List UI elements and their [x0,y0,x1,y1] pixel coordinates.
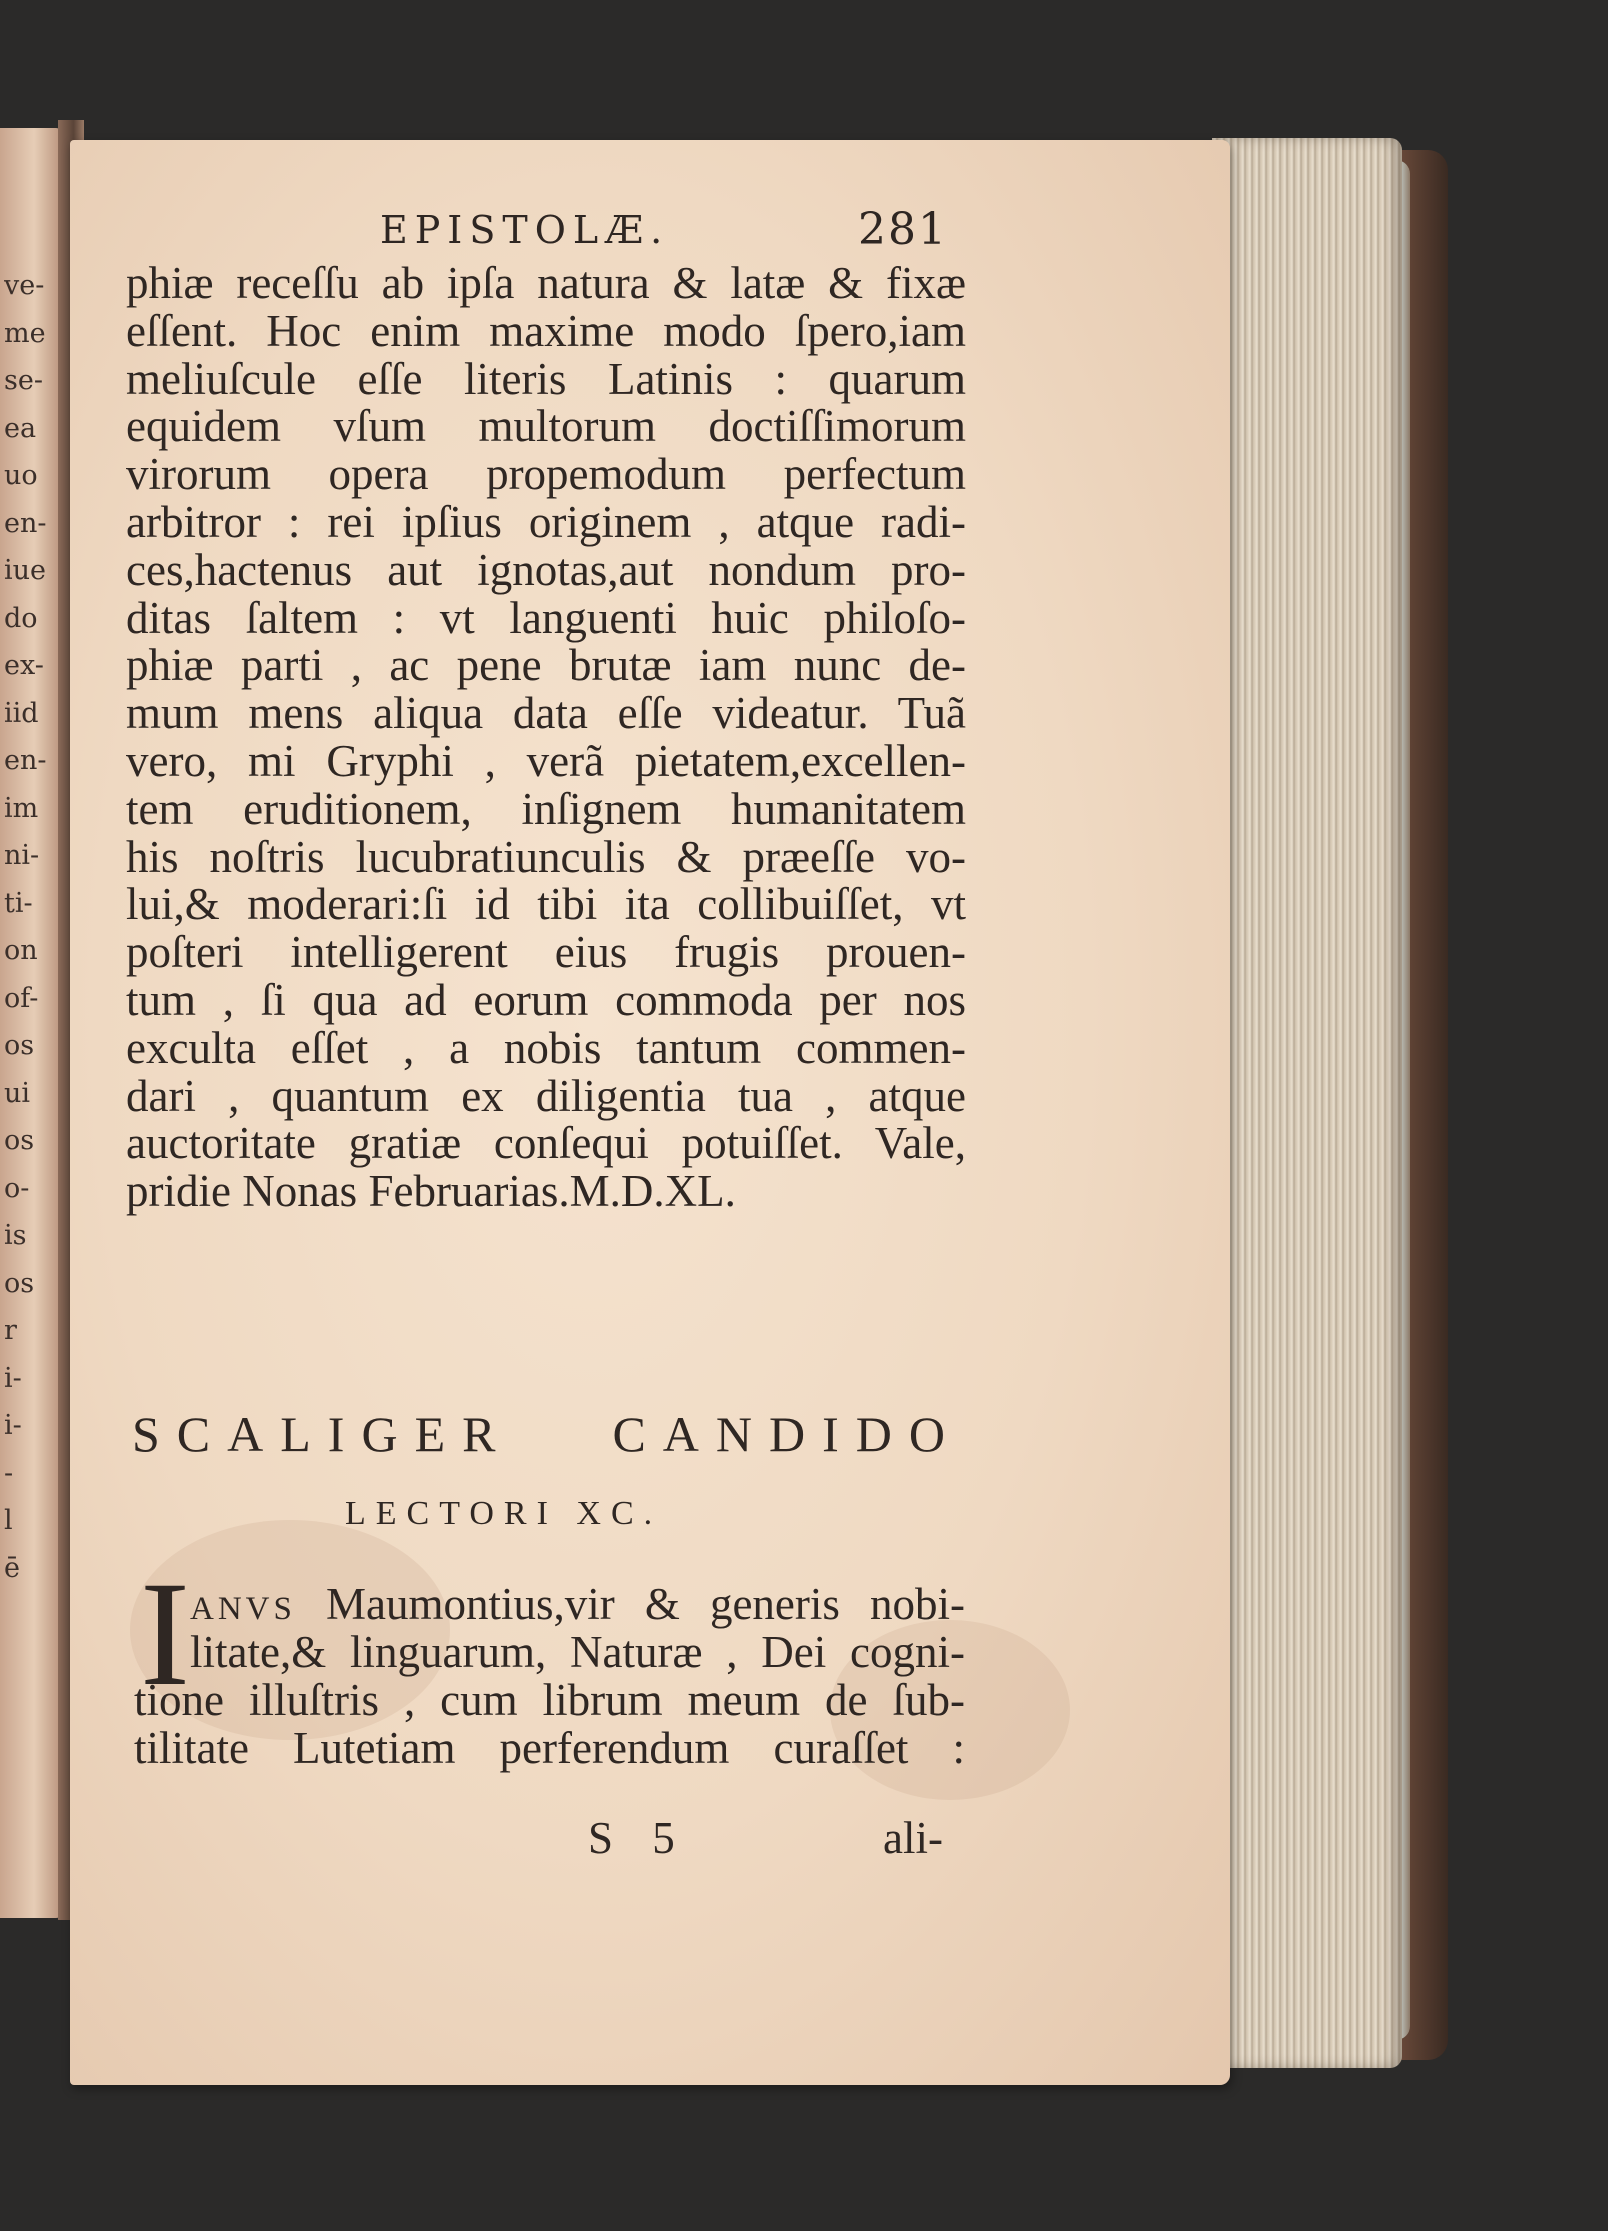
text-line: meliuſcule eſſe literis Latinis : quarum [126,353,966,404]
left-fragment: os [4,1030,35,1061]
page-number: 281 [858,204,948,255]
text-line: vero, mi Gryphi , verã pietatem,excellen- [126,735,966,786]
left-fragment: of- [4,982,39,1014]
text-line-rest: Maumontius,vir & generis nobi- [295,1579,965,1629]
text-line: tione illuſtris , cum librum meum de ſub- [134,1675,965,1725]
left-fragment: en- [4,745,47,776]
text-line: dari , quantum ex diligentia tua , atque [126,1070,966,1121]
catchword: ali- [883,1813,943,1863]
text-line-date: pridie Nonas Februarias.M.D.XL. [126,1166,736,1217]
left-fragment: ni- [4,840,40,871]
text-line: ces,hactenus aut ignotas,aut nondum pro- [126,544,966,595]
left-fragment: os [4,1125,35,1156]
text-line: lui,& moderari:ſi id tibi ita collibuiſſet, vt [126,879,966,930]
left-fragment: se- [4,365,43,396]
left-fragment: ti- [4,887,33,919]
left-fragment: en- [4,507,47,539]
left-fragment: r [4,1315,17,1346]
left-fragment: is [4,1220,27,1251]
text-line-first [190,1580,965,1628]
left-fragment: - [4,1457,14,1489]
left-fragment: do [4,602,38,634]
left-page-text-fragments [4,262,60,1592]
text-line: eſſent. Hoc enim maxime modo ſpero,iam [126,305,966,356]
text-line: phiæ receſſu ab ipſa natura & latæ & fixæ [126,258,966,308]
text-line: tilitate Lutetiam perferendum curaſſet : [134,1723,965,1773]
text-line: equidem vſum multorum doctiſſimorum [126,401,966,452]
left-fragment: iid [4,697,39,729]
section-subheading: LECTORI XC. [345,1495,663,1532]
section-heading: SCALIGER CANDIDO [132,1406,962,1462]
left-fragment: ea [4,412,37,444]
left-fragment: ui [4,1077,31,1109]
text-line: his noſtris lucubratiunculis & præeſſe vo- [126,831,966,882]
left-fragment: os [4,1267,35,1299]
text-line: phiæ parti , ac pene brutæ iam nunc de- [126,640,966,691]
text-line: mum mens aliqua data eſſe videatur. Tuã [126,688,966,739]
left-fragment: o- [4,1172,30,1204]
page-stack [1212,138,1402,2068]
left-fragment: ex- [4,650,44,681]
left-fragment: uo [4,460,38,491]
running-head: EPISTOLÆ. [380,208,670,252]
text-line: litate,& linguarum, Naturæ , Dei cogni- [190,1627,965,1677]
epistle-text [134,1579,965,1773]
signature-mark: S 5 [588,1813,689,1863]
left-fragment: i- [4,1410,22,1441]
text-line: ditas ſaltem : vt languenti huic philoſo- [126,592,966,643]
left-fragment: i- [4,1362,22,1394]
left-fragment: im [4,792,39,824]
left-fragment: ve- [4,270,45,301]
text-line: poſteri intelligerent eius frugis prouen- [126,927,966,978]
text-line: virorum opera propemodum perfectum [126,449,966,500]
text-line: exculta eſſet , a nobis tantum commen- [126,1022,966,1073]
drop-cap: I [140,1551,190,1717]
left-fragment: iue [4,555,47,586]
text-line: tum , ſi qua ad eorum commoda per nos [126,974,966,1025]
body-text [126,260,966,1216]
text-line: auctoritate gratiæ conſequi potuiſſet. Vale, [126,1118,966,1169]
text-line: tem eruditionem, inſignem humanitatem [126,783,966,834]
left-fragment: ē [4,1552,20,1584]
left-fragment: me [4,317,46,349]
text-line: arbitror : rei ipſius originem , atque radi- [126,496,966,547]
left-fragment: l [4,1505,13,1536]
left-fragment: on [4,935,38,966]
lead-word: ANVS [190,1591,296,1627]
